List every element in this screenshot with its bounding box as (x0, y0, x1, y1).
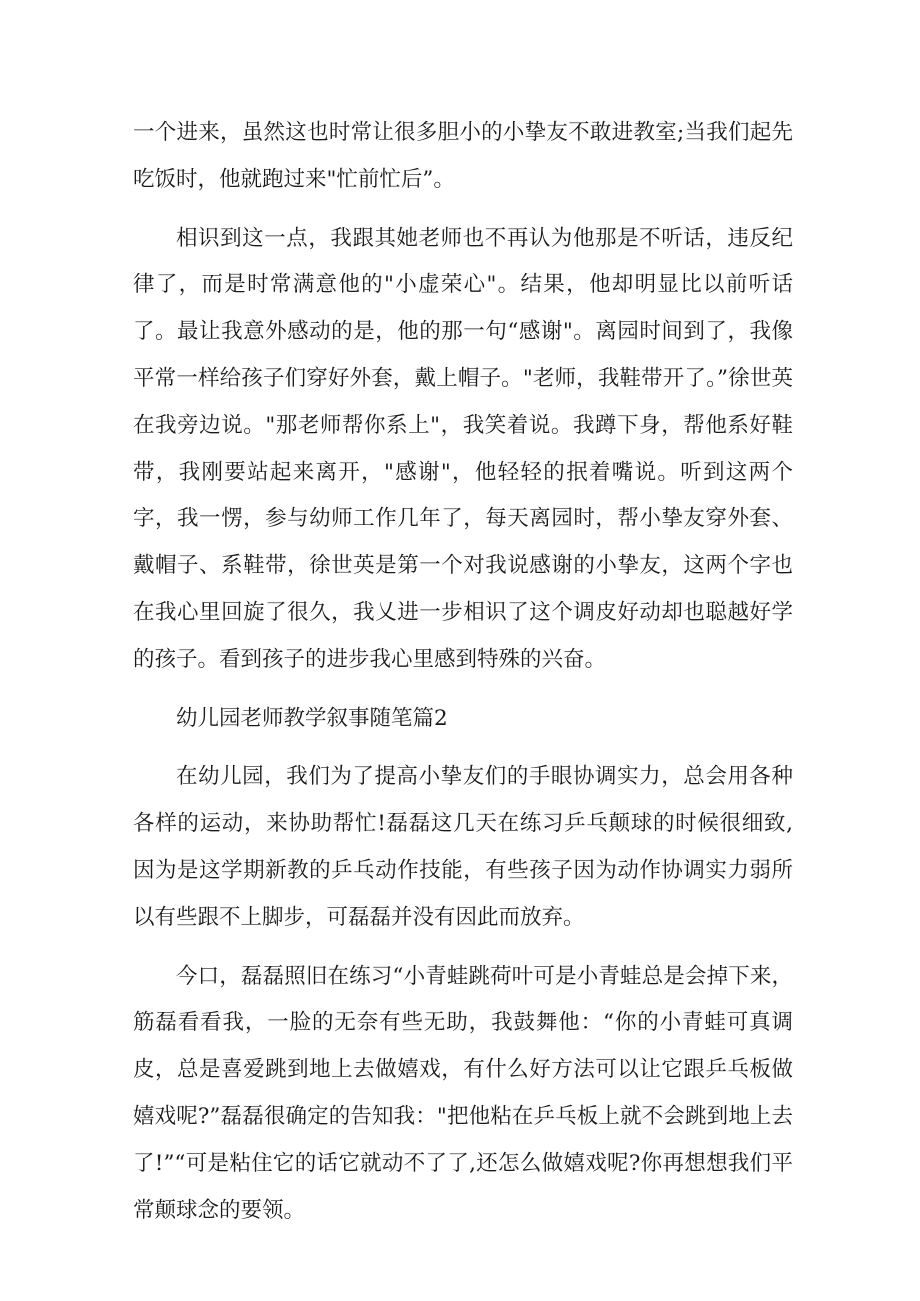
paragraph-4: 今口，磊磊照旧在练习“小青蛙跳荷叶可是小青蛙总是会掉下来，筋磊看看我，一脸的无奈有些无助，我鼓舞他：“你的小青蛙可真调皮，总是喜爱跳到地上去做嬉戏，有什么好方法可以让它跟乒乓板做嬉戏呢?”磊磊很确定的告知我："把他粘在乒乓板上就不会跳到地上去了!”“可是粘住它的话它就动不了了,还怎么做嬉戏呢?你再想想我们平常颠球念的要领。 (133, 963, 793, 1223)
document-body (133, 110, 793, 1234)
paragraph-3: 在幼儿园，我们为了提高小挚友们的手眼协调实力，总会用各种各样的运动，来协助帮忙!磊磊这几天在练习乒乓颠球的时候很细致,因为是这学期新教的乒乓动作技能，有些孩子因为动作协调实力弱所以有些跟不上脚步，可磊磊并没有因此而放弃。 (133, 764, 793, 930)
section-heading: 幼儿园老师教学叙事随笔篇2 (176, 705, 448, 731)
paragraph-2: 相识到这一点，我跟其她老师也不再认为他那是不听话，违反纪律了，而是时常满意他的"小虚荣心"。结果，他却明显比以前听话了。最让我意外感动的是，他的那一句“感谢"。离园时间到了，我像平常一样给孩子们穿好外套，戴上帽子。"老师，我鞋带开了。”徐世英在我旁边说。"那老师帮你系上"，我笑着说。我蹲下身，帮他系好鞋带，我刚要站起来离开，"感谢"，他轻轻的抿着嘴说。听到这两个字，我一愣，参与幼师工作几年了，每天离园时，帮小挚友穿外套、戴帽子、系鞋带，徐世英是第一个对我说感谢的小挚友，这两个字也在我心里回旋了很久，我乂进一步相识了这个调皮好动却也聪越好学的孩子。看到孩子的进步我心里感到特殊的兴奋。 (133, 225, 793, 672)
paragraph-1: 一个进来，虽然这也时常让很多胆小的小挚友不敢进教室;当我们起先吃饭时，他就跑过来"忙前忙后”。 (133, 120, 793, 192)
